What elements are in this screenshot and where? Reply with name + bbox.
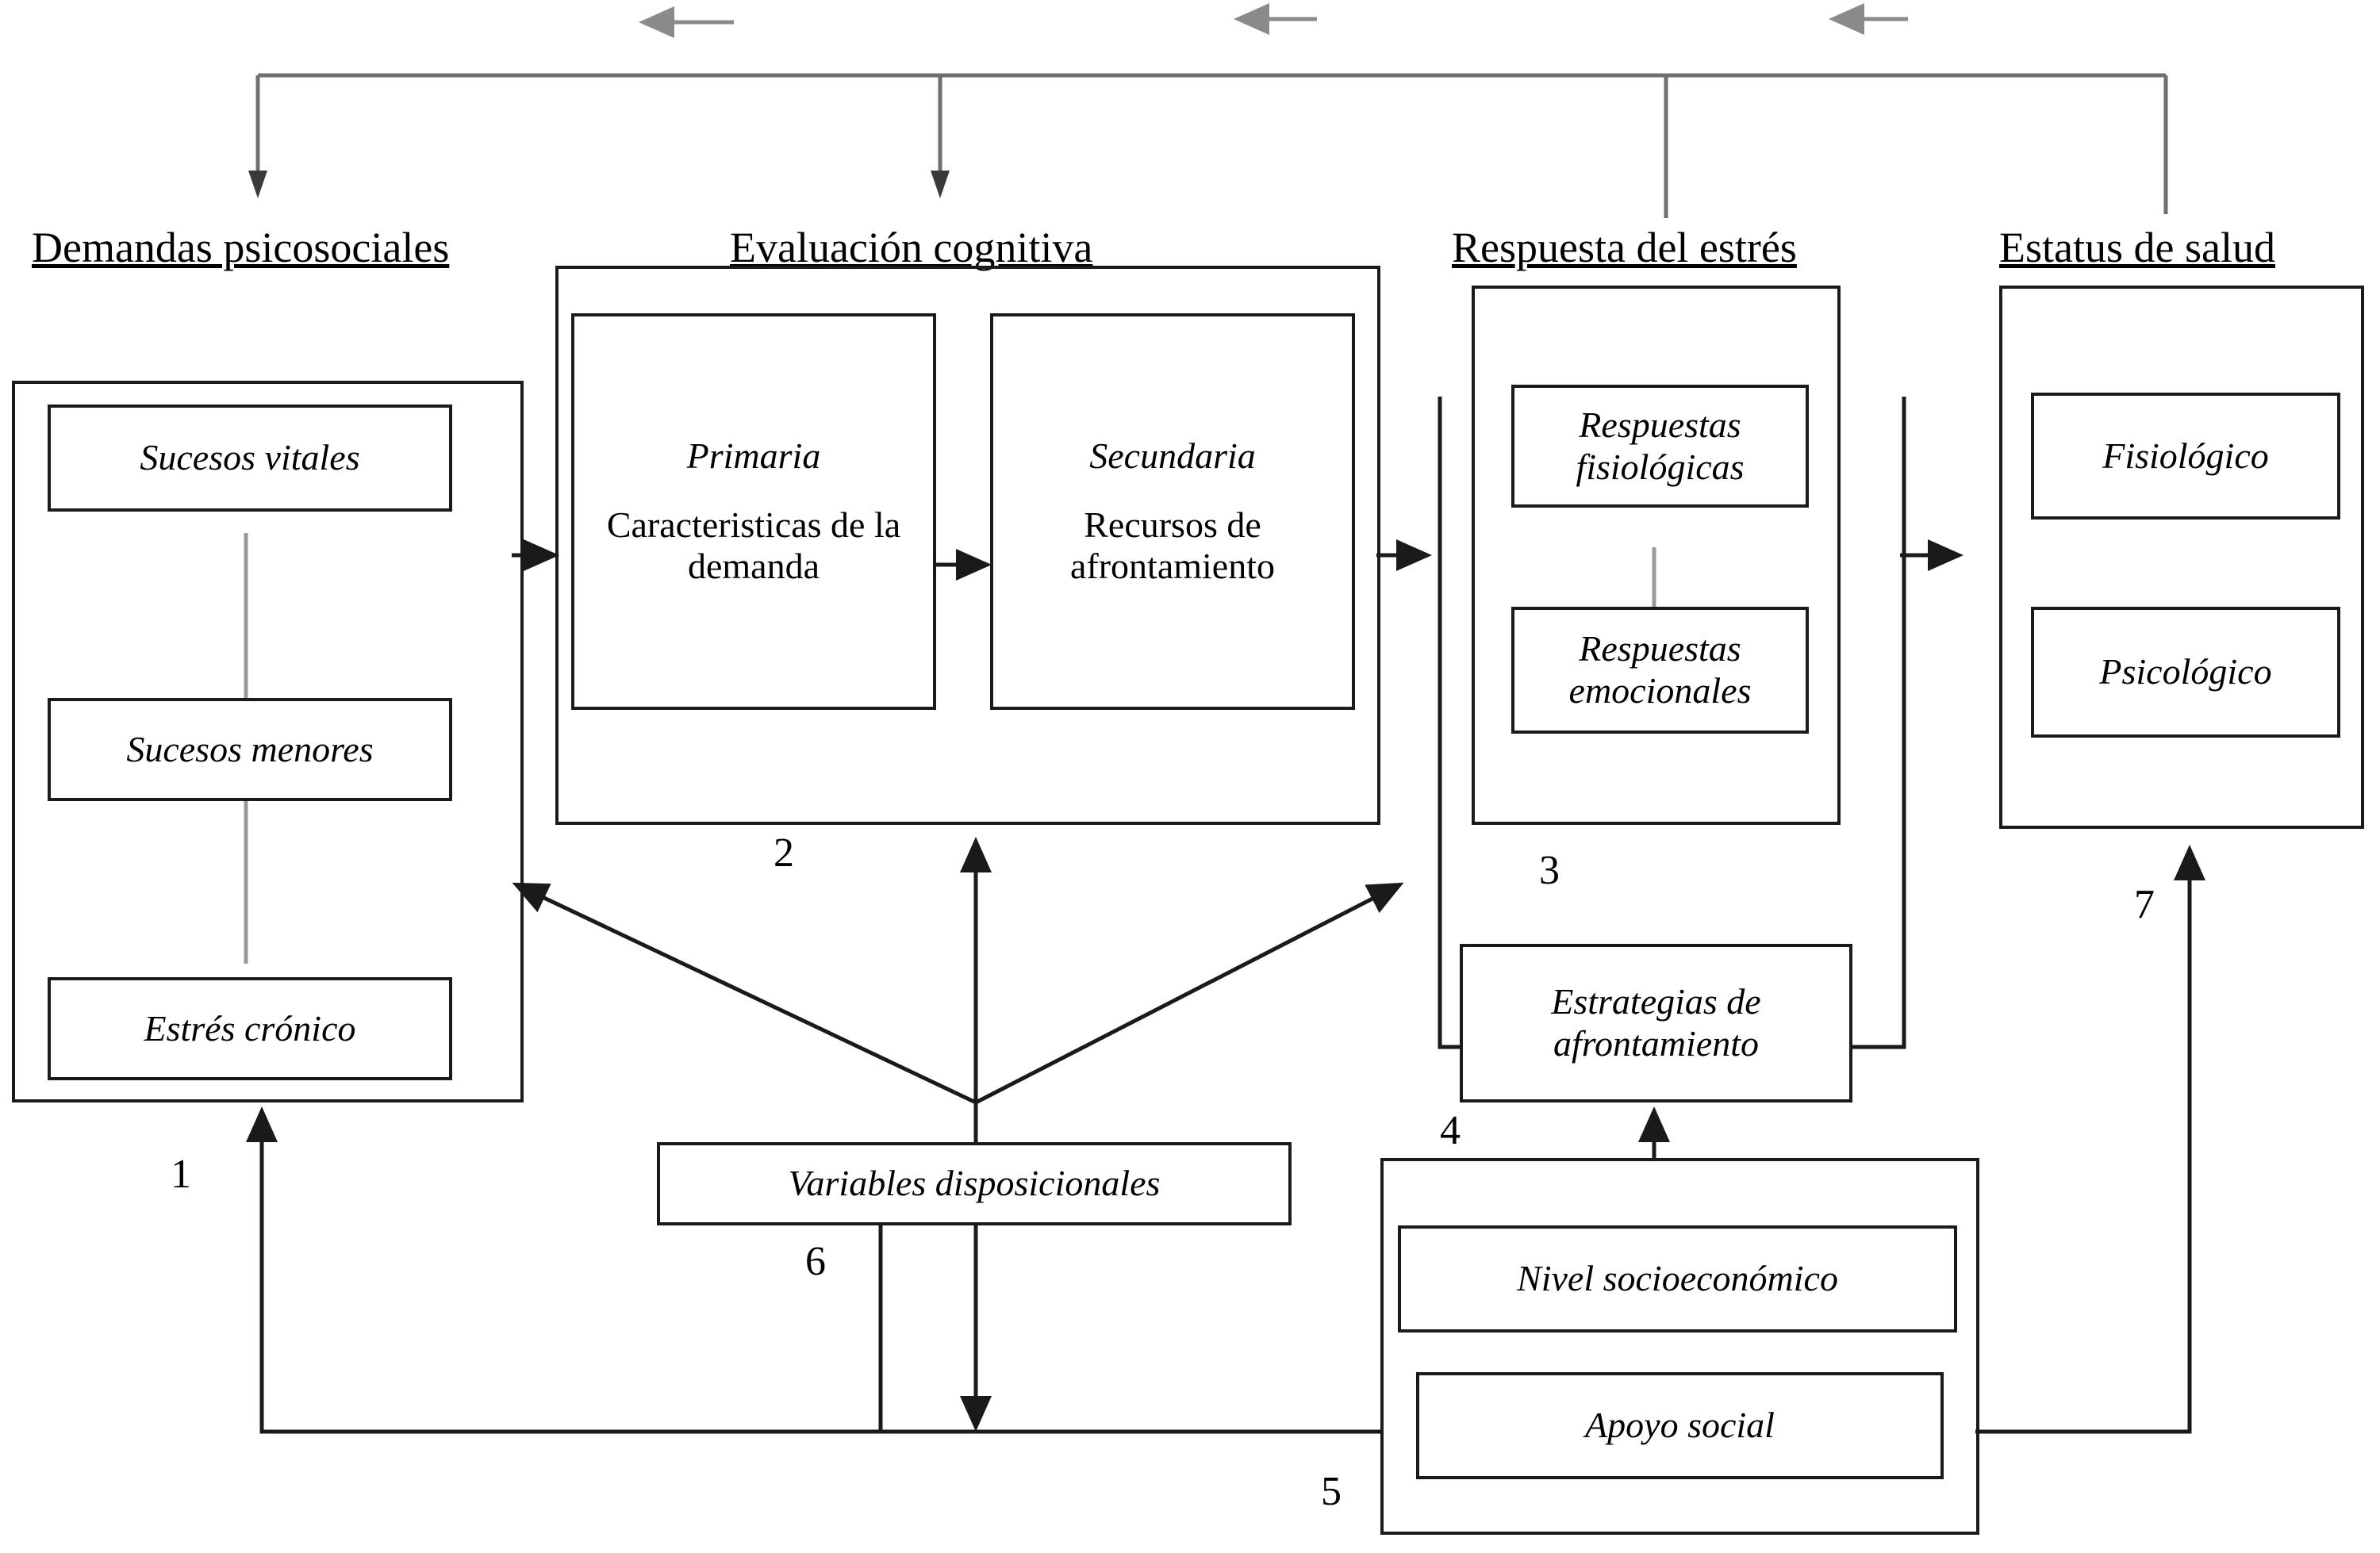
box-sucesos-vitales[interactable]: Sucesos vitales [48,405,452,512]
column-header-demandas: Demandas psicosociales [32,224,450,271]
box-evaluacion-secundaria[interactable] [990,313,1355,710]
box-apoyo-social[interactable]: Apoyo social [1416,1372,1944,1479]
stage-number-4: 4 [1440,1108,1461,1153]
stage-number-3: 3 [1539,848,1560,893]
box-evaluacion-primaria[interactable] [571,313,936,710]
box-respuestas-fisiologicas[interactable]: Respuestas fisiológicas [1511,385,1809,508]
column-header-evaluacion: Evaluación cognitiva [730,224,1093,271]
column-header-estatus: Estatus de salud [1999,224,2275,271]
box-sucesos-menores[interactable]: Sucesos menores [48,698,452,801]
box-nivel-socioeconomico[interactable]: Nivel socioeconómico [1398,1225,1957,1333]
stage-number-6: 6 [805,1239,826,1284]
stage-number-7: 7 [2134,882,2155,927]
box-evaluacion-secundaria-title: Secundaria [1089,435,1256,476]
box-evaluacion-primaria-body: Caracteristicas de la demanda [606,504,901,587]
box-psicologico[interactable]: Psicológico [2031,607,2340,738]
stage-number-2: 2 [774,830,794,876]
stage-number-1: 1 [171,1152,191,1197]
box-evaluacion-primaria-title: Primaria [686,435,821,476]
group-respuesta-estres [1472,286,1841,825]
box-variables-disposicionales[interactable]: Variables disposicionales [657,1142,1292,1225]
box-estrategias-afrontamiento[interactable]: Estrategias de afrontamiento [1460,944,1852,1102]
group-estatus-salud [1999,286,2364,829]
stage-number-5: 5 [1321,1469,1342,1514]
box-fisiologico[interactable]: Fisiológico [2031,393,2340,520]
column-header-respuesta: Respuesta del estrés [1452,224,1797,271]
box-respuestas-emocionales[interactable]: Respuestas emocionales [1511,607,1809,734]
box-estres-cronico[interactable]: Estrés crónico [48,977,452,1080]
box-evaluacion-secundaria-body: Recursos de afrontamiento [1069,504,1275,587]
